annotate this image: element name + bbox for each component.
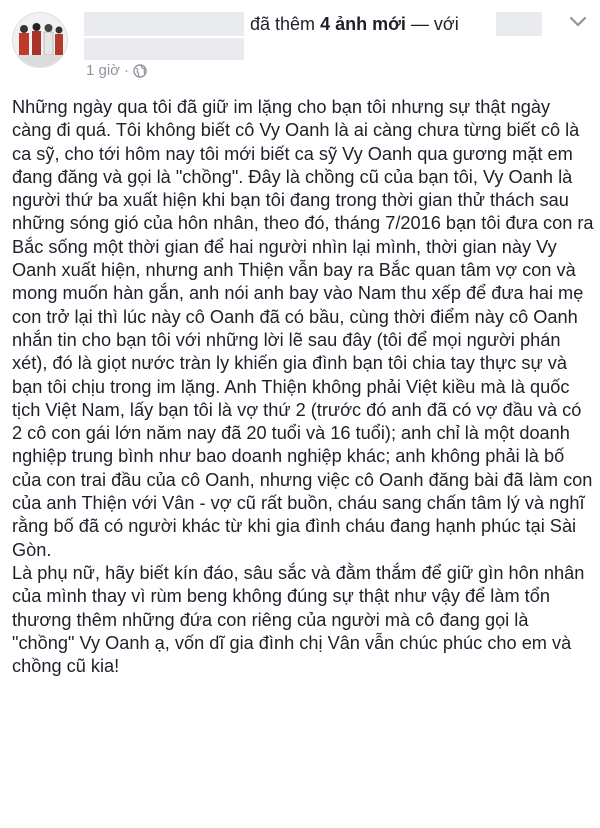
meta-separator: · xyxy=(124,62,130,79)
chevron-down-icon[interactable] xyxy=(568,14,588,30)
photo-count-link[interactable]: 4 ảnh mới xyxy=(320,14,406,34)
post-paragraph-1: Những ngày qua tôi đã giữ im lặng cho bạn tôi nhưng sự thật ngày càng đi quá. Tôi không biết cô Vy Oanh là ai càng chưa từng biết cô là ca sỹ, cho tới hôm nay tôi mới biết ca sỹ Vy Oanh qua gương mặt em đang đăng và gọi là "chồng". Đây là chồng cũ của bạn tôi, Vy Oanh là người thứ ba xuất hiện khi bạn tôi đang trong thời gian thử thách sau những sóng gió của hôn nhân, theo đó, tháng 7/2016 bạn tôi đưa con ra Bắc sống một thời gian để hai người nhìn lại mình, thời gian này Vy Oanh xuất hiện, nhưng anh Thiện vẫn bay ra Bắc quan tâm vợ con và mong muốn hàn gắn, anh nói anh bay vào Nam thu xếp để đưa hai mẹ con trở lại thì lúc này cô Oanh đã có bầu, cùng thời điểm này cô Oanh nhắn tin cho bạn tôi với những lời lẽ sau đây (tôi để mọi người phán xét), đó là giọt nước tràn ly khiến gia đình bạn tôi chia tay thực sự và bạn tôi chịu trong im lặng. Anh Thiện không phải Việt kiều mà là quốc tịch Việt Nam, lấy bạn tôi là vợ thứ 2 (trước đó anh đã có vợ đầu và có 2 cô con gái lớn năm nay đã 20 tuổi và 16 tuổi); anh chỉ là một doanh nghiệp trung bình như bao doanh nghiệp khác; anh không phải là bố của con trai đầu của cô Oanh, nhưng việc cô Oanh đăng bài đã làm con của anh Thiện với Vân - vợ cũ rất buồn, cháu sang chấn tâm lý và nghĩ rằng bố đã có người khác từ khi gia đình cháu đang hạnh phúc tại Sài Gòn. xyxy=(12,97,594,560)
post-action-text xyxy=(250,12,459,36)
tagged-friend-redacted[interactable] xyxy=(496,12,542,36)
globe-icon[interactable] xyxy=(133,64,147,78)
tagged-friend-redacted-2[interactable] xyxy=(84,38,244,60)
avatar[interactable] xyxy=(12,12,68,68)
action-prefix: đã thêm xyxy=(250,14,316,34)
post-meta xyxy=(86,62,147,80)
poster-name-redacted[interactable] xyxy=(84,12,244,36)
post-body xyxy=(12,96,594,678)
post-paragraph-2: Là phụ nữ, hãy biết kín đáo, sâu sắc và đằm thắm để giữ gìn hôn nhân của mình thay vì rùm beng không đúng sự thật như vậy để làm tổn thương thêm những đứa con riêng của người mà cô đang gọi là "chồng" Vy Oanh ạ, vốn dĩ gia đình chị Vân vẫn chúc phúc cho em và chồng cũ kia! xyxy=(12,562,585,677)
post-timestamp[interactable]: 1 giờ xyxy=(86,62,121,79)
post-header xyxy=(0,0,600,90)
action-suffix: — với xyxy=(410,14,459,34)
